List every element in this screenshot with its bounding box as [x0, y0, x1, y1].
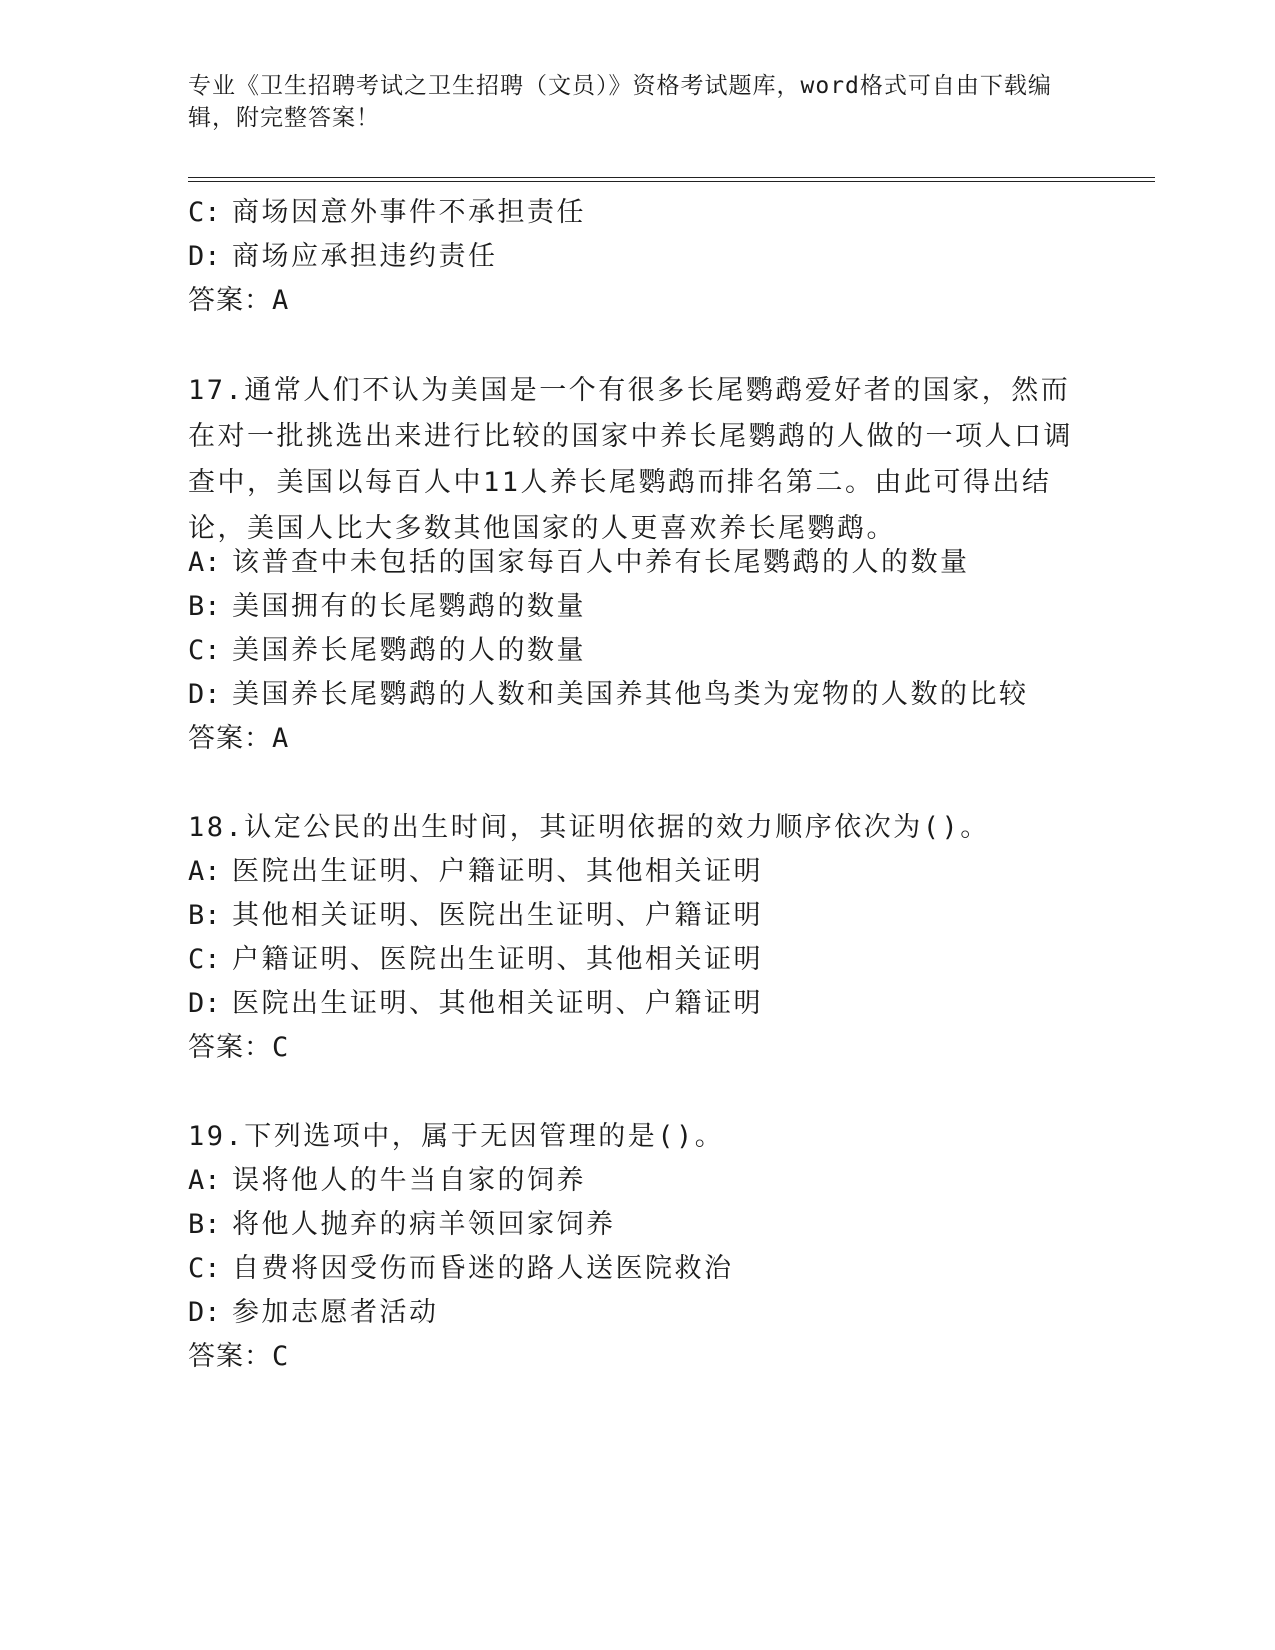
- option-b: [188, 584, 586, 623]
- option-text: 美国拥有的长尾鹦鹉的数量: [232, 591, 586, 622]
- answer-label: 答案：: [188, 1032, 272, 1063]
- question-stem: 19.下列选项中，属于无因管理的是()。: [188, 1121, 725, 1152]
- option-letter: D:: [188, 988, 221, 1019]
- option-a: [188, 540, 970, 579]
- option-d: [188, 234, 498, 273]
- option-letter: C:: [188, 635, 221, 666]
- option-letter: B:: [188, 1209, 221, 1240]
- option-b: [188, 893, 763, 932]
- option-letter: D:: [188, 1297, 221, 1328]
- option-d: [188, 981, 763, 1020]
- option-a: [188, 1158, 586, 1197]
- option-letter: A:: [188, 856, 221, 887]
- option-text: 商场因意外事件不承担责任: [232, 197, 586, 228]
- option-c: [188, 628, 586, 667]
- option-text: 将他人抛弃的病羊领回家饲养: [232, 1209, 616, 1240]
- option-text: 商场应承担违约责任: [232, 241, 498, 272]
- option-text: 医院出生证明、其他相关证明、户籍证明: [232, 988, 763, 1019]
- option-text: 其他相关证明、医院出生证明、户籍证明: [232, 900, 763, 931]
- option-letter: D:: [188, 241, 221, 272]
- option-c: [188, 190, 586, 229]
- answer-label: 答案：: [188, 1341, 272, 1372]
- option-d: [188, 1290, 439, 1329]
- answer-line: [188, 1025, 291, 1064]
- option-a: [188, 849, 763, 888]
- option-text: 医院出生证明、户籍证明、其他相关证明: [232, 856, 763, 887]
- option-letter: C:: [188, 944, 221, 975]
- option-text: 户籍证明、医院出生证明、其他相关证明: [232, 944, 763, 975]
- option-letter: B:: [188, 900, 221, 931]
- option-b: [188, 1202, 616, 1241]
- header-rule-bottom: [188, 181, 1155, 182]
- answer-value: C: [272, 1032, 291, 1063]
- option-letter: C:: [188, 197, 221, 228]
- option-letter: D:: [188, 679, 221, 710]
- option-text: 自费将因受伤而昏迷的路人送医院救治: [232, 1253, 734, 1284]
- option-c: [188, 937, 763, 976]
- option-c: [188, 1246, 734, 1285]
- option-letter: A:: [188, 547, 221, 578]
- answer-label: 答案：: [188, 285, 272, 316]
- option-text: 美国养长尾鹦鹉的人的数量: [232, 635, 586, 666]
- document-header: 专业《卫生招聘考试之卫生招聘（文员）》资格考试题库，word格式可自由下载编辑，附完整答案！: [188, 73, 1052, 131]
- answer-value: C: [272, 1341, 291, 1372]
- answer-line: [188, 716, 291, 755]
- option-text: 美国养长尾鹦鹉的人数和美国养其他鸟类为宠物的人数的比较: [232, 679, 1029, 710]
- option-text: 该普查中未包括的国家每百人中养有长尾鹦鹉的人的数量: [232, 547, 970, 578]
- header-rule-top: [188, 177, 1155, 178]
- question-stem: 18.认定公民的出生时间，其证明依据的效力顺序依次为()。: [188, 812, 990, 843]
- question-stem: 17.通常人们不认为美国是一个有很多长尾鹦鹉爱好者的国家，然而在对一批挑选出来进行比较的国家中养长尾鹦鹉的人做的一项人口调查中，美国以每百人中11人养长尾鹦鹉而排名第二。由此可得出结论，美国人比大多数其他国家的人更喜欢养长尾鹦鹉。: [188, 375, 1073, 544]
- answer-value: A: [272, 723, 291, 754]
- option-text: 误将他人的牛当自家的饲养: [232, 1165, 586, 1196]
- option-d: [188, 672, 1029, 711]
- option-letter: A:: [188, 1165, 221, 1196]
- answer-label: 答案：: [188, 723, 272, 754]
- answer-line: [188, 1334, 291, 1373]
- answer-value: A: [272, 285, 291, 316]
- option-letter: B:: [188, 591, 221, 622]
- answer-line: [188, 278, 291, 317]
- option-text: 参加志愿者活动: [232, 1297, 439, 1328]
- option-letter: C:: [188, 1253, 221, 1284]
